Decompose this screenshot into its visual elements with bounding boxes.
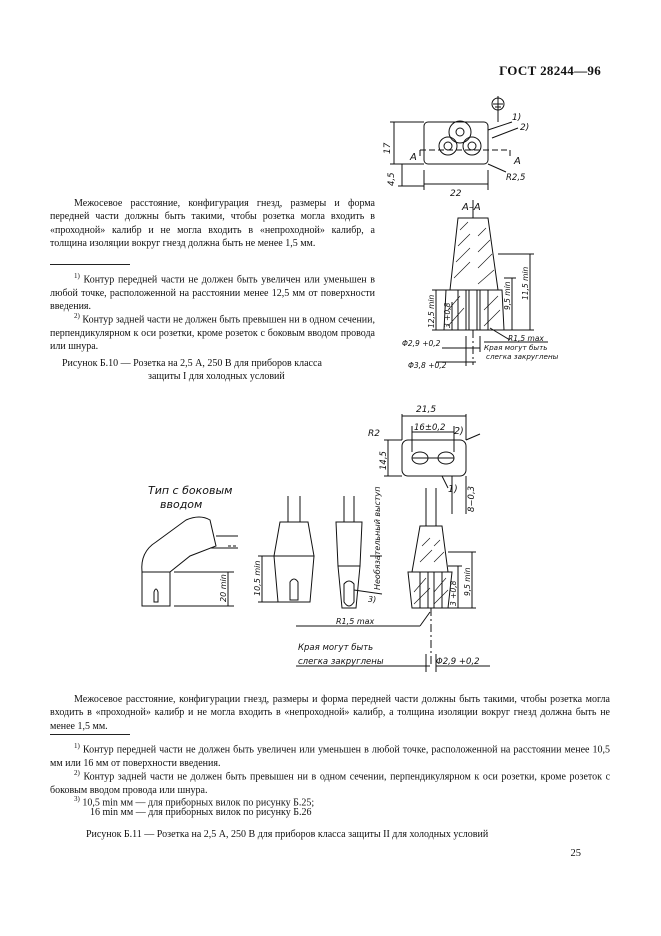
section2-footnote-1 — [50, 740, 610, 770]
dim-17-label: 17 — [383, 142, 393, 154]
edge-note-b11-line2: слегка закруглены — [298, 657, 384, 667]
dim-r1-5-label: R1,5 max — [508, 334, 544, 343]
dim-20-label: 20 min — [219, 574, 228, 602]
figure-b11-drawing — [130, 396, 530, 686]
note-3-mark: 3) — [368, 595, 377, 604]
footnote-mark: 1) — [74, 272, 80, 280]
caption-line-2: защиты I для холодных условий — [148, 371, 285, 383]
note-2-mark-b11: 2) — [454, 426, 464, 437]
footnote-mark: 1) — [74, 742, 80, 750]
dim-3-label: 3 +0,8 — [443, 302, 452, 328]
dim-12-5-label: 12,5 min — [427, 294, 436, 328]
side-type-line2: вводом — [160, 498, 203, 511]
edge-note-line1: Края могут быть — [484, 343, 548, 352]
section2-footnote-3-line2 — [90, 806, 610, 819]
footnote-rule-2 — [50, 734, 130, 735]
dim-r1-5b-label: R1,5 max — [336, 617, 375, 626]
figure-b11-caption — [86, 828, 606, 841]
dim-14-5-label: 14,5 — [379, 451, 389, 470]
dim-11-5-label: 11,5 min — [521, 266, 530, 300]
footnote-text: Контур задней части не должен быть превышен ни в одном сечении, перпендикулярном к оси розетки, кроме розеток с боковым вводом провода или шнура. — [50, 771, 611, 796]
figure-b10-drawing — [380, 90, 559, 380]
note-2-mark: 2) — [520, 123, 530, 133]
footnote-text: 16 min мм — для приборных вилок по рисунку Б.26 — [90, 807, 312, 818]
page-number: 25 — [570, 848, 581, 859]
standard-header: ГОСТ 28244—96 — [499, 63, 601, 78]
dim-r2-label: R2 — [368, 429, 380, 439]
dim-d2-9b-label: Φ2,9 +0,2 — [436, 657, 480, 667]
footnote-mark: 3) — [74, 795, 80, 803]
footnote-mark: 2) — [74, 769, 80, 777]
side-type-line1: Тип с боковым — [148, 484, 233, 497]
dim-8-label: 8−0,3 — [467, 485, 477, 512]
caption-text: Рисунок Б.11 — Розетка на 2,5 А, 250 В для приборов класса защиты II для холодных условий — [86, 829, 489, 840]
section1-paragraph — [50, 197, 375, 251]
dim-r2-5-label: R2,5 — [506, 173, 526, 183]
dim-d2-9-label: Φ2,9 +0,2 — [402, 339, 441, 348]
dim-9-5b-label: 9,5 min — [463, 567, 472, 596]
note-1-mark-b11: 1) — [448, 484, 458, 495]
edge-note-line2: слегка закруглены — [486, 352, 559, 361]
footnote-mark: 2) — [74, 312, 80, 320]
footnote-text: Контур передней части не должен быть увеличен или уменьшен в любой точке, расположенной на расстоянии менее 12,5 мм от поверхности введения. — [50, 274, 375, 313]
dim-22-label: 22 — [450, 189, 462, 199]
section-a-a-title: А–А — [462, 202, 481, 213]
footnote-text: Контур передней части не должен быть увеличен или уменьшен в любой точке, расположенной на расстоянии менее 10,5 мм или 16 мм от поверхности введения. — [50, 744, 611, 769]
section2-paragraph-text: Межосевое расстояние, конфигурации гнезд, размеры и форма передней части должны быть такими, чтобы розетка могла входить в «проходной» калибр и не могла входить в «непроходной» калибр, а толщина изоляции вокруг гнезд должна быть не менее 1,5 мм. — [50, 694, 610, 732]
footnote-rule-1 — [50, 264, 130, 265]
section-mark-a-left: A — [410, 152, 417, 163]
caption-line-1: Рисунок Б.10 — Розетка на 2,5 А, 250 В для приборов класса — [62, 358, 322, 369]
dim-21-5-label: 21,5 — [416, 405, 437, 415]
dim-9-5-label: 9,5 min — [503, 281, 512, 310]
dim-16-label: 16±0,2 — [414, 423, 446, 433]
note-1-mark: 1) — [512, 113, 522, 123]
section1-footnote-1 — [50, 270, 375, 314]
optional-protrusion-label: Необязательный выступ — [373, 486, 382, 590]
dim-4-5-label: 4,5 — [387, 172, 397, 186]
section1-footnote-2 — [50, 310, 375, 354]
footnote-text: 10,5 min мм — для приборных вилок по рисунку Б.25; — [82, 797, 315, 809]
section-mark-a-right: A — [514, 156, 521, 167]
edge-note-b11-line1: Края могут быть — [298, 643, 374, 653]
dim-3b-label: 3 +0,8 — [449, 580, 458, 606]
section1-paragraph-text: Межосевое расстояние, конфигурация гнезд, размеры и форма передней части должны быть такими, чтобы розетка могла входить в «проходной» калибр и не могла входить в «непроходной» калибр, а толщина изоляции вокруг гнезд должна быть не менее 1,5 мм. — [50, 198, 375, 250]
dim-d3-8-label: Φ3,8 +0,2 — [408, 361, 447, 370]
dim-10-5-label: 10,5 min — [253, 560, 262, 596]
figure-b10-caption — [62, 357, 382, 384]
footnote-text: Контур задней части не должен быть превышен ни в одном сечении, перпендикулярном к оси розетки, кроме розеток с боковым вводом провода или шнура. — [50, 314, 376, 353]
section2-paragraph — [50, 693, 610, 733]
